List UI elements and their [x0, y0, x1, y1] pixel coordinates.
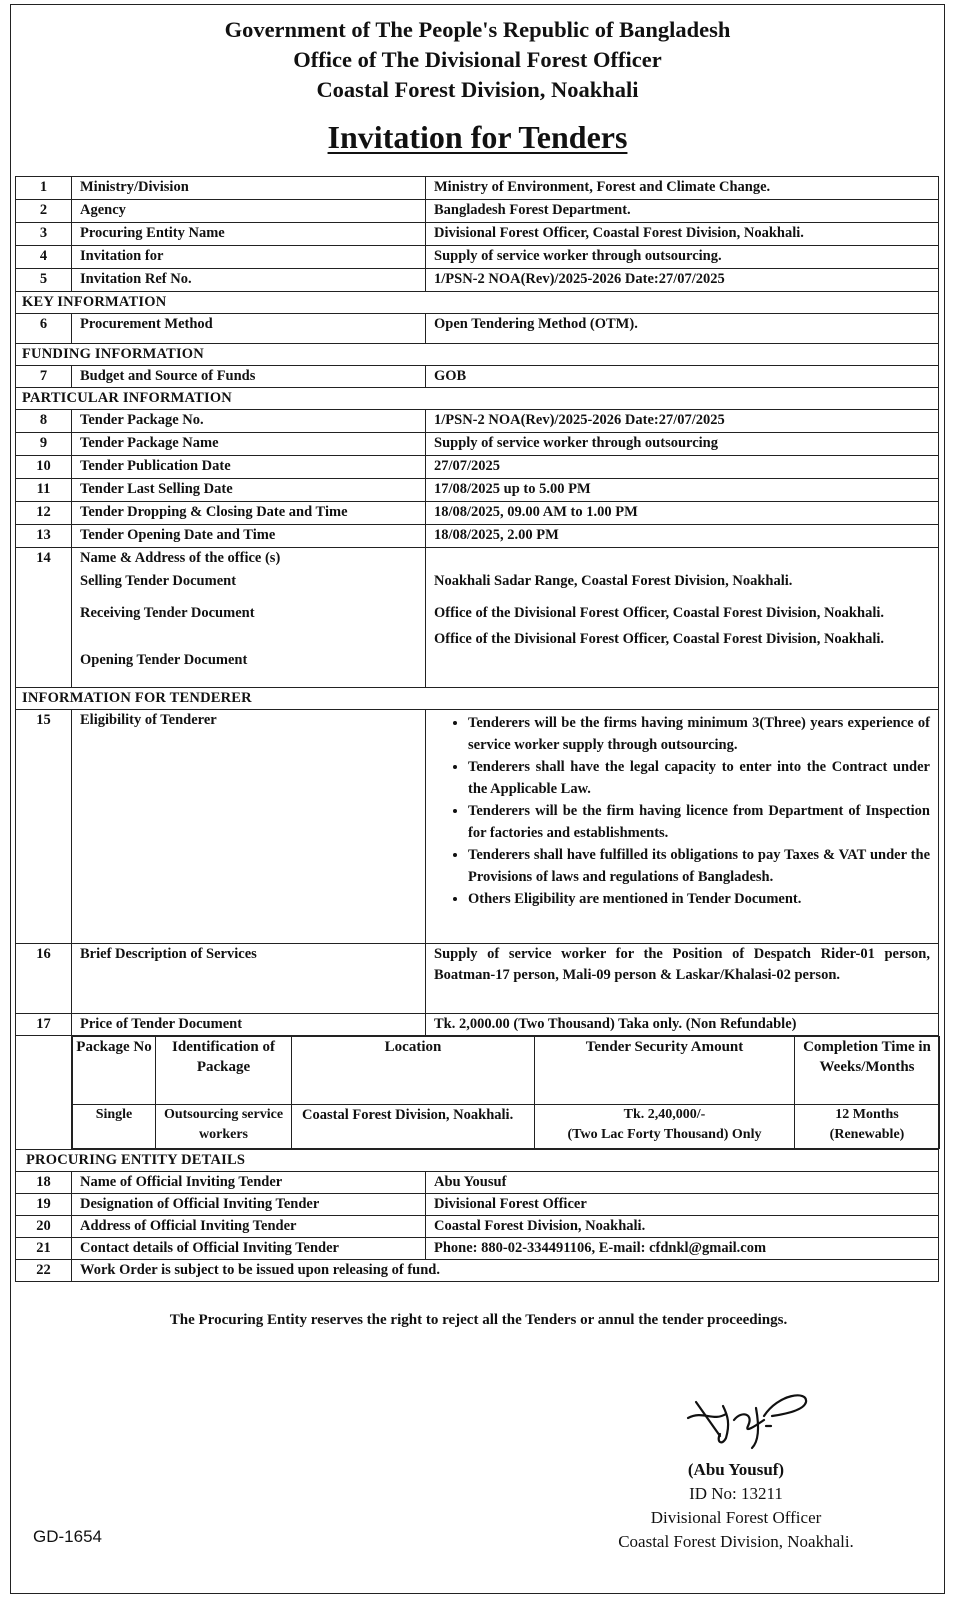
- list-item: • Tenderers will be the firm having licence from Department of Inspection for factories and establishments.: [468, 800, 930, 844]
- tender-table: [15, 176, 939, 1282]
- table-row: 18 Name of Official Inviting Tender Abu Yousuf: [16, 1172, 939, 1194]
- eligibility-list: [434, 712, 930, 910]
- table-row: 6 Procurement Method Open Tendering Method (OTM).: [16, 314, 939, 344]
- table-row: 22 Work Order is subject to be issued upon releasing of fund.: [16, 1260, 939, 1282]
- package-no-header: Package No: [73, 1037, 156, 1105]
- section-heading: KEY INFORMATION: [16, 292, 939, 314]
- document-header: [11, 15, 944, 105]
- table-row: 16 Brief Description of Services Supply of service worker for the Position of Despatch Rider-01 person, Boatman-17 person, Mali-09 person & Laskar/Khalasi-02 person.: [16, 944, 939, 1014]
- table-row: 7 Budget and Source of Funds GOB: [16, 366, 939, 388]
- office-line: Office of The Divisional Forest Officer: [293, 47, 662, 72]
- table-row: 1 Ministry/Division Ministry of Environment, Forest and Climate Change.: [16, 177, 939, 200]
- table-row: 2 Agency Bangladesh Forest Department.: [16, 200, 939, 223]
- completion-value: 12 Months (Renewable): [795, 1105, 940, 1149]
- package-table: [72, 1036, 940, 1149]
- table-row: 14 Name & Address of the office (s) Selling Tender Document Receiving Tender Document Opening Tender Document Noakhali Sadar Range, Coastal Forest Division, Noakhali. Office of the Divisional Forest Officer, Coastal Forest Division, Noakhali. Office of the Divisional Forest Officer, Coastal Forest Division, Noakhali.: [16, 548, 939, 688]
- table-row: 13 Tender Opening Date and Time 18/08/2025, 2.00 PM: [16, 525, 939, 548]
- signer-name: (Abu Yousuf): [687, 1460, 785, 1479]
- location-header: Location: [292, 1037, 535, 1105]
- table-row: 19 Designation of Official Inviting Tender Divisional Forest Officer: [16, 1194, 939, 1216]
- table-row: 3 Procuring Entity Name Divisional Forest Officer, Coastal Forest Division, Noakhali.: [16, 223, 939, 246]
- signature-image: [668, 1380, 828, 1460]
- signer-office: Coastal Forest Division, Noakhali.: [618, 1532, 854, 1551]
- identification-header: Identification of Package: [156, 1037, 292, 1105]
- completion-header: Completion Time in Weeks/Months: [795, 1037, 940, 1105]
- selling-value: Noakhali Sadar Range, Coastal Forest Division, Noakhali.: [434, 573, 793, 589]
- table-row: 9 Tender Package Name Supply of service worker through outsourcing: [16, 433, 939, 456]
- table-row: 15 Eligibility of Tenderer • Tenderers will be the firms having minimum 3(Three) years experience of service worker supply through outsourcing. • Tenderers shall have the legal capacity to enter into the Contract under the Applicable Law. • Tenderers will be the firm having licence from Department of Inspection for factories and establishments. • Tenderers shall have fulfilled its obligations to pay Taxes & VAT under the Provisions of laws and regulations of Bangladesh. • Others Eligibility are mentioned in Tender Document.: [16, 710, 939, 944]
- receiving-label: Receiving Tender Document: [80, 605, 255, 621]
- government-line: Government of The People's Republic of Bangladesh: [224, 17, 731, 42]
- section-heading: FUNDING INFORMATION: [16, 344, 939, 366]
- package-row: [16, 1036, 939, 1150]
- selling-label: Selling Tender Document: [80, 573, 237, 589]
- table-row: 20 Address of Official Inviting Tender Coastal Forest Division, Noakhali.: [16, 1216, 939, 1238]
- table-row: 4 Invitation for Supply of service worker through outsourcing.: [16, 246, 939, 269]
- list-item: • Tenderers will be the firms having minimum 3(Three) years experience of service worker supply through outsourcing.: [468, 712, 930, 756]
- opening-label: Opening Tender Document: [80, 652, 248, 668]
- division-line: Coastal Forest Division, Noakhali: [316, 77, 639, 102]
- page-title: Invitation for Tenders: [327, 119, 628, 155]
- table-row: 12 Tender Dropping & Closing Date and Time 18/08/2025, 09.00 AM to 1.00 PM: [16, 502, 939, 525]
- document-code: GD-1654: [33, 1527, 102, 1546]
- list-item: • Tenderers shall have the legal capacity to enter into the Contract under the Applicable Law.: [468, 756, 930, 800]
- office-heading: Name & Address of the office (s): [80, 550, 281, 566]
- reservation-note: The Procuring Entity reserves the right to reject all the Tenders or annul the tender proceedings.: [169, 1312, 788, 1328]
- opening-value: Office of the Divisional Forest Officer, Coastal Forest Division, Noakhali.: [434, 631, 884, 647]
- signer-id: ID No: 13211: [689, 1484, 783, 1503]
- receiving-value: Office of the Divisional Forest Officer, Coastal Forest Division, Noakhali.: [434, 605, 884, 621]
- identification-value: Outsourcing service workers: [156, 1105, 292, 1149]
- security-value: Tk. 2,40,000/- (Two Lac Forty Thousand) Only: [535, 1105, 795, 1149]
- security-header: Tender Security Amount: [535, 1037, 795, 1105]
- table-row: 17 Price of Tender Document Tk. 2,000.00 (Two Thousand) Taka only. (Non Refundable): [16, 1014, 939, 1036]
- signer-designation: Divisional Forest Officer: [650, 1508, 822, 1527]
- location-value: Coastal Forest Division, Noakhali.: [292, 1105, 535, 1149]
- package-no-value: Single: [73, 1105, 156, 1149]
- section-heading: PARTICULAR INFORMATION: [16, 388, 939, 410]
- list-item: • Others Eligibility are mentioned in Tender Document.: [468, 888, 930, 910]
- table-row: 10 Tender Publication Date 27/07/2025: [16, 456, 939, 479]
- table-row: 11 Tender Last Selling Date 17/08/2025 up to 5.00 PM: [16, 479, 939, 502]
- list-item: • Tenderers shall have fulfilled its obligations to pay Taxes & VAT under the Provisions of laws and regulations of Bangladesh.: [468, 844, 930, 888]
- table-row: 8 Tender Package No. 1/PSN-2 NOA(Rev)/2025-2026 Date:27/07/2025: [16, 410, 939, 433]
- section-heading: PROCURING ENTITY DETAILS: [16, 1150, 939, 1172]
- table-row: 21 Contact details of Official Inviting Tender Phone: 880-02-334491106, E-mail: cfdnkl@gmail.com: [16, 1238, 939, 1260]
- table-row: 5 Invitation Ref No. 1/PSN-2 NOA(Rev)/2025-2026 Date:27/07/2025: [16, 269, 939, 292]
- section-heading: INFORMATION FOR TENDERER: [16, 688, 939, 710]
